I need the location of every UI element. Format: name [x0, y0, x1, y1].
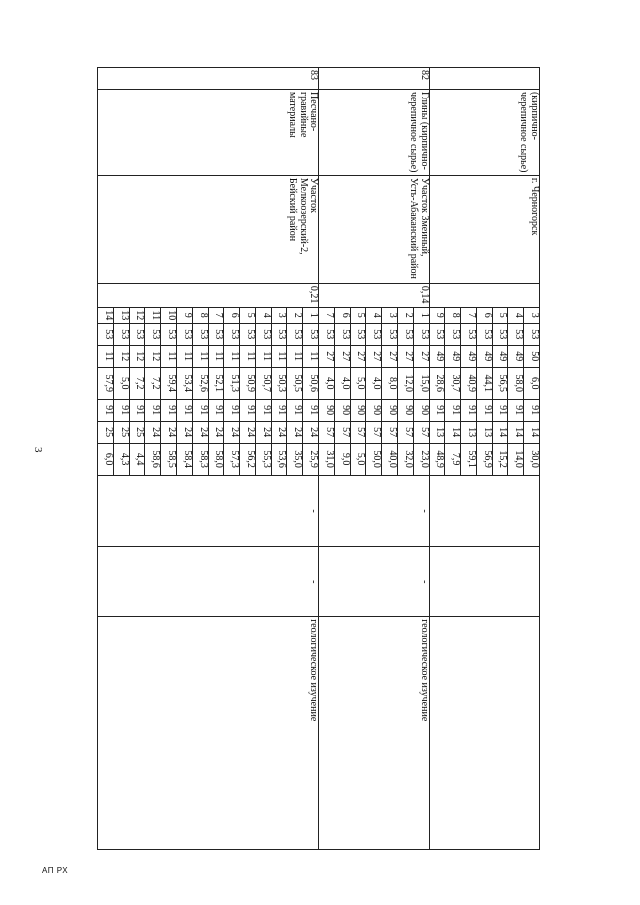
coordinate-cell: 91 — [145, 399, 161, 421]
coordinate-cell: 24 — [224, 421, 240, 443]
coordinate-cell: 11 — [287, 345, 303, 367]
coordinate-cell: 14 — [508, 421, 524, 443]
coordinate-cell: 53 — [224, 323, 240, 345]
coordinate-cell: 44,1 — [476, 367, 492, 399]
point-number-cell: 9 — [177, 307, 193, 323]
coordinate-cell: 53 — [192, 323, 208, 345]
point-number-cell: 2 — [397, 307, 413, 323]
coordinate-cell: 53 — [397, 323, 413, 345]
page-number: 3 — [32, 447, 44, 453]
coordinate-cell: 14 — [492, 421, 508, 443]
coordinate-cell: 12 — [113, 345, 129, 367]
coordinate-cell: 49 — [508, 345, 524, 367]
point-number-cell: 3 — [524, 307, 540, 323]
point-number-cell: 3 — [382, 307, 398, 323]
point-number-cell: 6 — [334, 307, 350, 323]
coordinate-cell: 91 — [508, 399, 524, 421]
coordinate-cell: 90 — [319, 399, 335, 421]
coordinate-cell: 50,3 — [271, 367, 287, 399]
coordinate-cell: 7,9 — [445, 443, 461, 475]
coordinate-cell: 91 — [287, 399, 303, 421]
coordinate-cell: 52,6 — [192, 367, 208, 399]
coordinate-cell: 24 — [145, 421, 161, 443]
point-number-cell: 5 — [350, 307, 366, 323]
coordinate-cell: 50,5 — [287, 367, 303, 399]
coordinate-cell: 15,0 — [413, 367, 429, 399]
coordinate-cell: 91 — [113, 399, 129, 421]
coordinate-cell: 24 — [255, 421, 271, 443]
coordinate-cell: 27 — [397, 345, 413, 367]
coordinate-cell: 11 — [192, 345, 208, 367]
coordinate-cell: 53 — [177, 323, 193, 345]
coordinate-cell: 57 — [397, 421, 413, 443]
coordinate-cell: 53 — [445, 323, 461, 345]
coordinate-cell: 57 — [382, 421, 398, 443]
coordinate-cell: 53 — [492, 323, 508, 345]
coordinate-cell: 27 — [366, 345, 382, 367]
coordinate-cell: 90 — [382, 399, 398, 421]
point-number-cell: 12 — [129, 307, 145, 323]
mineral-type-cell: Песчано-гравийные материалы — [98, 89, 319, 175]
location-cell: Участок Мелкоозерский-2, Бейский район — [98, 175, 319, 283]
coordinate-cell: 40,0 — [382, 443, 398, 475]
point-number-cell: 7 — [208, 307, 224, 323]
coordinate-cell: 14 — [445, 421, 461, 443]
coordinate-cell: 7,2 — [145, 367, 161, 399]
coordinate-cell: 11 — [271, 345, 287, 367]
coordinate-cell: 27 — [350, 345, 366, 367]
coordinate-cell: 27 — [382, 345, 398, 367]
coordinate-cell: 31,0 — [319, 443, 335, 475]
coordinate-cell: 57 — [413, 421, 429, 443]
coordinate-cell: 90 — [397, 399, 413, 421]
coordinate-cell: 53 — [413, 323, 429, 345]
coordinate-cell: 11 — [161, 345, 177, 367]
coordinate-cell: 11 — [255, 345, 271, 367]
mineral-type-cell: (кирпично-черепичное сырье) — [429, 89, 539, 175]
object-id-cell: 83 — [98, 68, 319, 90]
coordinate-cell: 5,0 — [350, 443, 366, 475]
coordinate-cell: 57 — [350, 421, 366, 443]
coordinate-cell: 53 — [129, 323, 145, 345]
coordinate-cell: 27 — [334, 345, 350, 367]
point-number-cell: 5 — [240, 307, 256, 323]
object-id-cell: 82 — [319, 68, 429, 90]
area-cell: 0,21 — [98, 283, 319, 307]
coordinate-cell: 53 — [255, 323, 271, 345]
coordinate-cell: 50,6 — [303, 367, 319, 399]
coordinate-cell: 49 — [429, 345, 445, 367]
coordinate-cell: 49 — [445, 345, 461, 367]
coordinate-cell: 53 — [350, 323, 366, 345]
coordinate-cell: 53 — [240, 323, 256, 345]
coordinate-cell: 23,0 — [413, 443, 429, 475]
coordinate-cell: 90 — [334, 399, 350, 421]
coordinate-cell: 6,0 — [524, 367, 540, 399]
point-number-cell: 8 — [192, 307, 208, 323]
table-row — [303, 68, 319, 850]
coordinate-cell: 91 — [429, 399, 445, 421]
coordinate-cell: 57 — [366, 421, 382, 443]
point-number-cell: 11 — [145, 307, 161, 323]
location-cell: г. Черногорск — [429, 175, 539, 283]
coordinate-cell: 53 — [334, 323, 350, 345]
column-b-cell — [429, 547, 539, 617]
point-number-cell: 13 — [113, 307, 129, 323]
coordinate-cell: 91 — [129, 399, 145, 421]
coordinate-cell: 14 — [524, 421, 540, 443]
coordinate-cell: 24 — [177, 421, 193, 443]
status-cell: геологическое изучение — [98, 617, 319, 850]
coordinate-cell: 48,9 — [429, 443, 445, 475]
coordinate-cell: 25,9 — [303, 443, 319, 475]
coordinate-cell: 53 — [319, 323, 335, 345]
status-cell: геологическое изучение — [319, 617, 429, 850]
register-table-container — [97, 67, 540, 850]
point-number-cell: 1 — [413, 307, 429, 323]
column-b-cell: - — [98, 547, 319, 617]
coordinate-cell: 11 — [240, 345, 256, 367]
point-number-cell: 10 — [161, 307, 177, 323]
coordinate-cell: 24 — [192, 421, 208, 443]
coordinate-cell: 90 — [366, 399, 382, 421]
coordinate-cell: 55,3 — [255, 443, 271, 475]
coordinate-cell: 91 — [303, 399, 319, 421]
coordinate-cell: 91 — [255, 399, 271, 421]
coordinate-cell: 59,4 — [161, 367, 177, 399]
coordinate-cell: 12 — [145, 345, 161, 367]
footer-mark: АП РХ — [42, 866, 69, 875]
coordinate-cell: 53 — [208, 323, 224, 345]
point-number-cell: 7 — [461, 307, 477, 323]
coordinate-cell: 91 — [476, 399, 492, 421]
coordinate-cell: 91 — [224, 399, 240, 421]
coordinate-cell: 53,4 — [177, 367, 193, 399]
coordinate-cell: 25 — [129, 421, 145, 443]
coordinate-cell: 11 — [98, 345, 114, 367]
point-number-cell: 1 — [303, 307, 319, 323]
point-number-cell: 8 — [445, 307, 461, 323]
coordinate-cell: 91 — [177, 399, 193, 421]
coordinate-cell: 90 — [350, 399, 366, 421]
coordinate-cell: 53 — [113, 323, 129, 345]
coordinate-cell: 52,1 — [208, 367, 224, 399]
coordinate-cell: 15,2 — [492, 443, 508, 475]
coordinate-cell: 25 — [98, 421, 114, 443]
coordinate-cell: 12,0 — [397, 367, 413, 399]
column-a-cell: - — [98, 475, 319, 547]
coordinate-cell: 58,4 — [177, 443, 193, 475]
coordinate-cell: 57 — [334, 421, 350, 443]
coordinate-cell: 50,9 — [240, 367, 256, 399]
coordinate-cell: 30,0 — [524, 443, 540, 475]
column-b-cell: - — [319, 547, 429, 617]
coordinate-cell: 53 — [366, 323, 382, 345]
coordinate-cell: 4,0 — [366, 367, 382, 399]
coordinate-cell: 91 — [271, 399, 287, 421]
status-cell — [429, 617, 539, 850]
coordinate-cell: 5,0 — [350, 367, 366, 399]
column-a-cell — [429, 475, 539, 547]
column-a-cell: - — [319, 475, 429, 547]
coordinate-cell: 24 — [287, 421, 303, 443]
coordinate-cell: 13 — [476, 421, 492, 443]
licensing-register-table — [97, 67, 540, 850]
area-cell: 0,14 — [319, 283, 429, 307]
coordinate-cell: 53 — [382, 323, 398, 345]
coordinate-cell: 91 — [192, 399, 208, 421]
coordinate-cell: 28,6 — [429, 367, 445, 399]
coordinate-cell: 11 — [177, 345, 193, 367]
coordinate-cell: 57,9 — [98, 367, 114, 399]
coordinate-cell: 91 — [445, 399, 461, 421]
coordinate-cell: 24 — [161, 421, 177, 443]
point-number-cell: 6 — [476, 307, 492, 323]
coordinate-cell: 8,0 — [382, 367, 398, 399]
table-row — [524, 68, 540, 850]
coordinate-cell: 51,3 — [224, 367, 240, 399]
coordinate-cell: 4,4 — [129, 443, 145, 475]
coordinate-cell: 50,7 — [255, 367, 271, 399]
coordinate-cell: 35,0 — [287, 443, 303, 475]
coordinate-cell: 32,0 — [397, 443, 413, 475]
coordinate-cell: 4,3 — [113, 443, 129, 475]
coordinate-cell: 53 — [429, 323, 445, 345]
coordinate-cell: 5,0 — [113, 367, 129, 399]
object-id-cell — [429, 68, 539, 90]
coordinate-cell: 24 — [240, 421, 256, 443]
coordinate-cell: 53 — [461, 323, 477, 345]
coordinate-cell: 91 — [98, 399, 114, 421]
coordinate-cell: 9,0 — [334, 443, 350, 475]
coordinate-cell: 4,0 — [334, 367, 350, 399]
point-number-cell: 3 — [271, 307, 287, 323]
coordinate-cell: 53 — [145, 323, 161, 345]
coordinate-cell: 11 — [224, 345, 240, 367]
coordinate-cell: 7,2 — [129, 367, 145, 399]
point-number-cell: 2 — [287, 307, 303, 323]
coordinate-cell: 49 — [461, 345, 477, 367]
coordinate-cell: 58,0 — [208, 443, 224, 475]
coordinate-cell: 56,5 — [492, 367, 508, 399]
coordinate-cell: 91 — [161, 399, 177, 421]
coordinate-cell: 50,0 — [366, 443, 382, 475]
point-number-cell: 6 — [224, 307, 240, 323]
coordinate-cell: 12 — [129, 345, 145, 367]
coordinate-cell: 53 — [524, 323, 540, 345]
coordinate-cell: 58,3 — [192, 443, 208, 475]
coordinate-cell: 24 — [208, 421, 224, 443]
coordinate-cell: 58,6 — [145, 443, 161, 475]
coordinate-cell: 6,0 — [98, 443, 114, 475]
table-row — [413, 68, 429, 850]
coordinate-cell: 57 — [319, 421, 335, 443]
coordinate-cell: 91 — [208, 399, 224, 421]
coordinate-cell: 91 — [492, 399, 508, 421]
coordinate-cell: 49 — [476, 345, 492, 367]
point-number-cell: 9 — [429, 307, 445, 323]
coordinate-cell: 11 — [208, 345, 224, 367]
coordinate-cell: 58,0 — [508, 367, 524, 399]
coordinate-cell: 49 — [492, 345, 508, 367]
area-cell — [429, 283, 539, 307]
coordinate-cell: 30,7 — [445, 367, 461, 399]
coordinate-cell: 59,1 — [461, 443, 477, 475]
coordinate-cell: 11 — [303, 345, 319, 367]
coordinate-cell: 53 — [476, 323, 492, 345]
point-number-cell: 5 — [492, 307, 508, 323]
coordinate-cell: 56,2 — [240, 443, 256, 475]
coordinate-cell: 13 — [429, 421, 445, 443]
coordinate-cell: 53 — [271, 323, 287, 345]
mineral-type-cell: Глины (кирпично-черепичное сырье) — [319, 89, 429, 175]
coordinate-cell: 90 — [413, 399, 429, 421]
point-number-cell: 7 — [319, 307, 335, 323]
coordinate-cell: 27 — [413, 345, 429, 367]
coordinate-cell: 91 — [461, 399, 477, 421]
coordinate-cell: 27 — [319, 345, 335, 367]
coordinate-cell: 53 — [287, 323, 303, 345]
location-cell: Участок Змеиный, Усть-Абаканский район — [319, 175, 429, 283]
coordinate-cell: 53 — [508, 323, 524, 345]
coordinate-cell: 53,6 — [271, 443, 287, 475]
coordinate-cell: 53 — [98, 323, 114, 345]
coordinate-cell: 24 — [271, 421, 287, 443]
coordinate-cell: 57,3 — [224, 443, 240, 475]
coordinate-cell: 56,9 — [476, 443, 492, 475]
point-number-cell: 4 — [255, 307, 271, 323]
coordinate-cell: 53 — [161, 323, 177, 345]
point-number-cell: 14 — [98, 307, 114, 323]
coordinate-cell: 58,5 — [161, 443, 177, 475]
coordinate-cell: 4,0 — [319, 367, 335, 399]
coordinate-cell: 14,0 — [508, 443, 524, 475]
coordinate-cell: 91 — [524, 399, 540, 421]
coordinate-cell: 13 — [461, 421, 477, 443]
coordinate-cell: 91 — [240, 399, 256, 421]
coordinate-cell: 53 — [303, 323, 319, 345]
coordinate-cell: 25 — [113, 421, 129, 443]
coordinate-cell: 24 — [303, 421, 319, 443]
coordinate-cell: 40,9 — [461, 367, 477, 399]
coordinate-cell: 50 — [524, 345, 540, 367]
point-number-cell: 4 — [366, 307, 382, 323]
point-number-cell: 4 — [508, 307, 524, 323]
